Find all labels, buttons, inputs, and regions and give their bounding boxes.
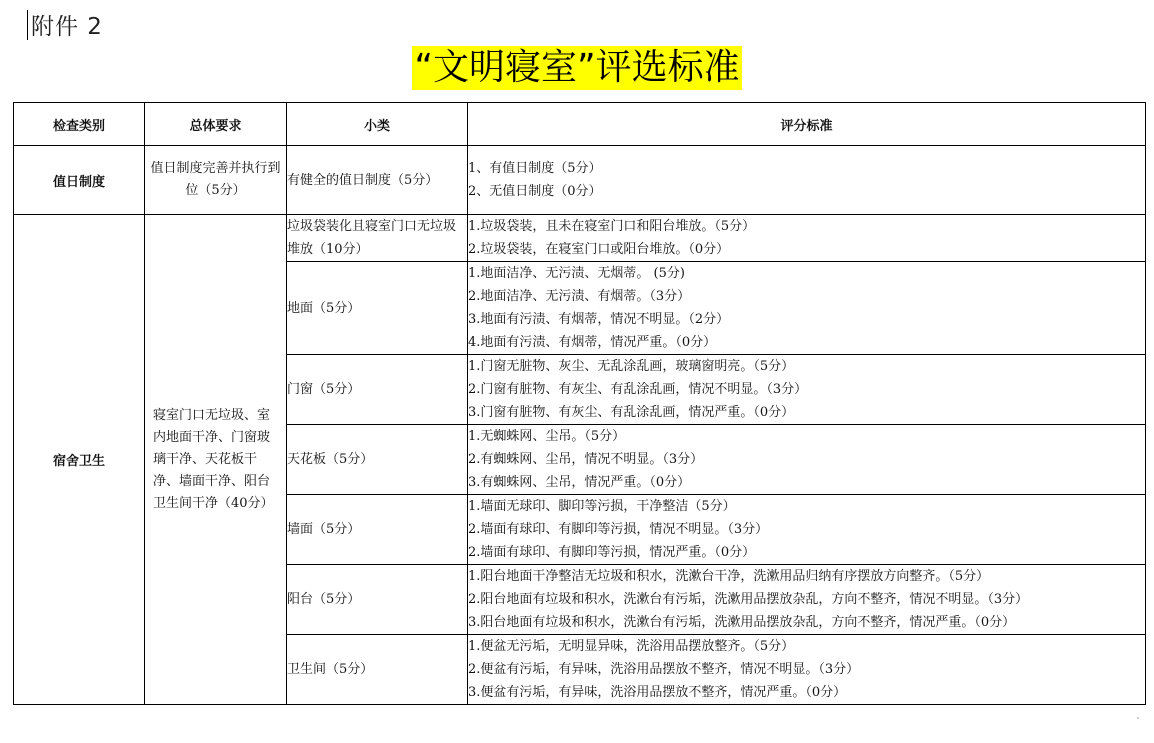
criteria-line: 2.墙面有球印、有脚印等污损，情况不明显。（3分） — [468, 522, 769, 537]
document-title: “文明寝室”评选标准 — [414, 47, 740, 88]
criteria-cell — [468, 565, 1146, 635]
criteria-cell — [468, 146, 1146, 215]
subcategory-cell: 有健全的值日制度（5分） — [287, 146, 468, 215]
subcategory-cell: 门窗（5分） — [287, 355, 468, 425]
title-container — [0, 46, 1154, 90]
criteria-line: 1.门窗无脏物、灰尘、无乱涂乱画，玻璃窗明亮。（5分） — [468, 359, 795, 374]
subcategory-cell: 墙面（5分） — [287, 495, 468, 565]
criteria-line: 4.地面有污渍、有烟蒂，情况严重。（0分） — [468, 335, 717, 350]
criteria-cell — [468, 425, 1146, 495]
category-cell: 值日制度 — [14, 146, 145, 215]
criteria-line: 2.有蜘蛛网、尘吊，情况不明显。（3分） — [468, 452, 704, 467]
criteria-line: 2.地面洁净、无污渍、有烟蒂。（3分） — [468, 289, 691, 304]
criteria-line: 2.墙面有球印、有脚印等污损，情况严重。（0分） — [468, 545, 756, 560]
criteria-line: 1、有值日制度（5分） — [468, 161, 602, 176]
criteria-line: 1.地面洁净、无污渍、无烟蒂。 (5分) — [468, 266, 685, 281]
attachment-label: 附件 2 — [31, 14, 103, 40]
overall-cell: 寝室门口无垃圾、室内地面干净、门窗玻璃干净、天花板干净、墙面干净、阳台卫生间干净（40分） — [145, 215, 287, 705]
criteria-line: 1.无蜘蛛网、尘吊。（5分） — [468, 429, 626, 444]
criteria-cell — [468, 215, 1146, 262]
criteria-line: 1.垃圾袋装，且未在寝室门口和阳台堆放。（5分） — [468, 219, 756, 234]
criteria-line: 3.便盆有污垢，有异味，洗浴用品摆放不整齐，情况严重。（0分） — [468, 685, 847, 700]
criteria-cell — [468, 635, 1146, 705]
subcategory-cell: 阳台（5分） — [287, 565, 468, 635]
header-subcategory: 小类 — [287, 103, 468, 146]
table-header-row — [14, 103, 1146, 146]
table-row — [14, 146, 1146, 215]
header-overall: 总体要求 — [145, 103, 287, 146]
subcategory-cell: 天花板（5分） — [287, 425, 468, 495]
criteria-line: 2.垃圾袋装，在寝室门口或阳台堆放。（0分） — [468, 242, 730, 257]
subcategory-cell: 地面（5分） — [287, 262, 468, 355]
criteria-cell — [468, 495, 1146, 565]
criteria-line: 2.门窗有脏物、有灰尘、有乱涂乱画，情况不明显。（3分） — [468, 382, 808, 397]
overall-cell: 值日制度完善并执行到位（5分） — [145, 146, 287, 215]
criteria-line: 3.门窗有脏物、有灰尘、有乱涂乱画，情况严重。（0分） — [468, 405, 795, 420]
criteria-line: 2、无值日制度（0分） — [468, 184, 602, 199]
subcategory-cell: 垃圾袋装化且寝室门口无垃圾堆放（10分） — [287, 215, 468, 262]
criteria-line: 2.便盆有污垢，有异味，洗浴用品摆放不整齐，情况不明显。（3分） — [468, 662, 860, 677]
page-mark — [1137, 717, 1139, 719]
criteria-cell — [468, 262, 1146, 355]
criteria-line: 3.阳台地面有垃圾和积水，洗漱台有污垢，洗漱用品摆放杂乱，方向不整齐，情况严重。（0分） — [468, 615, 1016, 630]
header-category: 检查类别 — [14, 103, 145, 146]
criteria-line: 3.地面有污渍、有烟蒂，情况不明显。（2分） — [468, 312, 730, 327]
subcategory-cell: 卫生间（5分） — [287, 635, 468, 705]
category-cell: 宿舍卫生 — [14, 215, 145, 705]
table-row — [14, 215, 1146, 262]
criteria-line: 3.有蜘蛛网、尘吊，情况严重。（0分） — [468, 475, 691, 490]
text-cursor — [27, 10, 28, 40]
criteria-line: 1.便盆无污垢，无明显异味，洗浴用品摆放整齐。（5分） — [468, 639, 795, 654]
criteria-line: 1.阳台地面干净整洁无垃圾和积水，洗漱台干净，洗漱用品归纳有序摆放方向整齐。（5分） — [468, 569, 990, 584]
criteria-line: 2.阳台地面有垃圾和积水，洗漱台有污垢，洗漱用品摆放杂乱，方向不整齐，情况不明显。（3分） — [468, 592, 1029, 607]
criteria-cell — [468, 355, 1146, 425]
criteria-line: 1.墙面无球印、脚印等污损，干净整洁（5分） — [468, 499, 736, 514]
criteria-table — [13, 102, 1146, 705]
header-criteria: 评分标准 — [468, 103, 1146, 146]
